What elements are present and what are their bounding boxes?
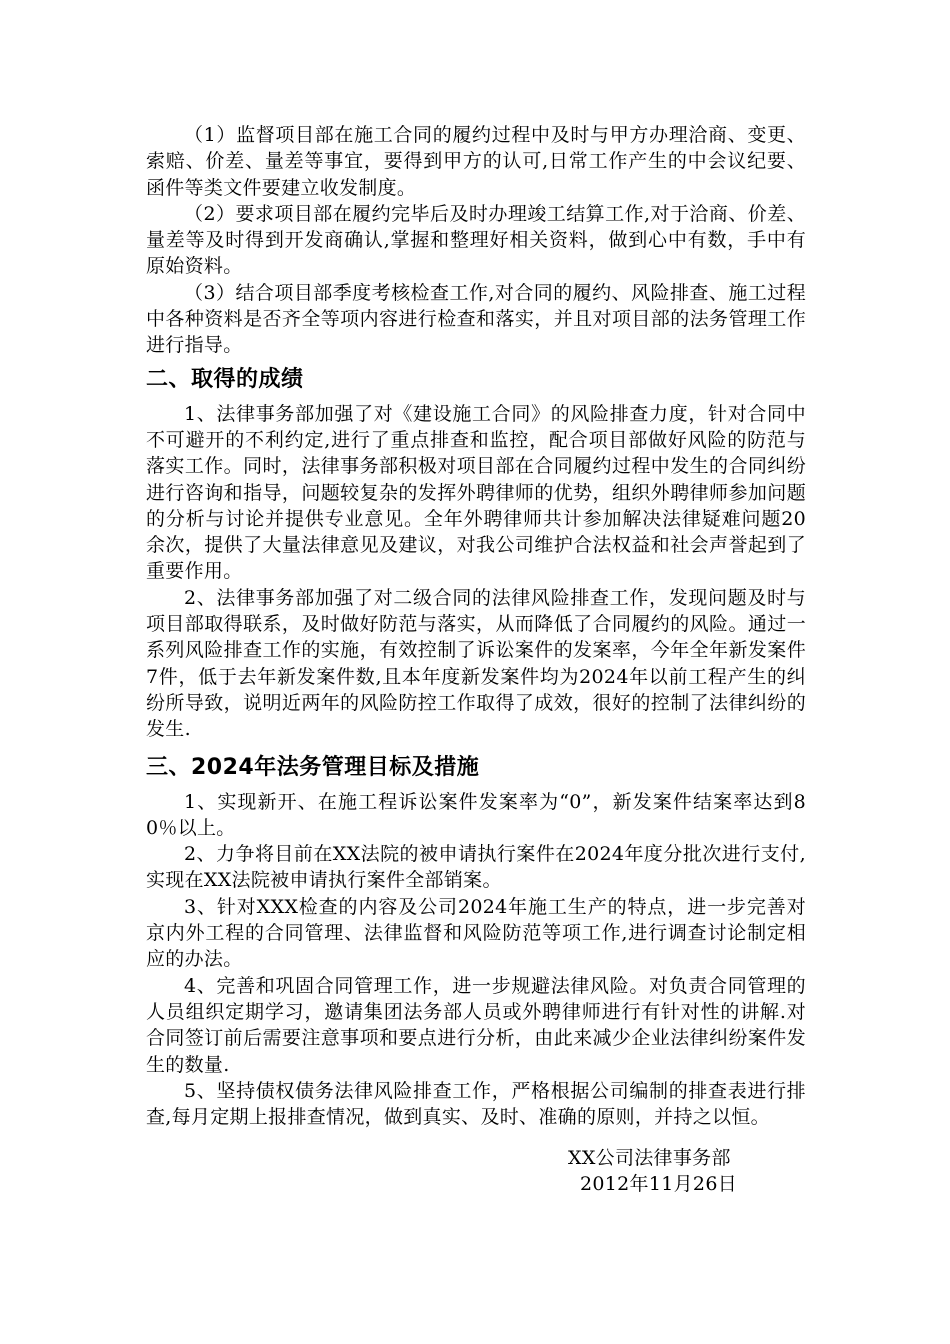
intro-item-2: （2）要求项目部在履约完毕后及时办理竣工结算工作,对于洽商、价差、量差等及时得到开发商确认,掌握和整理好相关资料，做到心中有数，手中有原始资料。: [146, 202, 806, 278]
goal-paragraph-4: 4、完善和巩固合同管理工作，进一步规避法律风险。对负责合同管理的人员组织定期学习，邀请集团法务部人员或外聘律师进行有针对性的讲解.对合同签订前后需要注意事项和要点进行分析，由此来减少企业法律纠纷案件发生的数量.: [146, 974, 806, 1076]
goal-paragraph-3: 3、针对XXX检查的内容及公司2024年施工生产的特点，进一步完善对京内外工程的合同管理、法律监督和风险防范等项工作,进行调查讨论制定相应的办法。: [146, 895, 806, 971]
intro-item-1: （1）监督项目部在施工合同的履约过程中及时与甲方办理洽商、变更、索赔、价差、量差等事宜，要得到甲方的认可,日常工作产生的中会议纪要、函件等类文件要建立收发制度。: [146, 124, 806, 199]
goal-paragraph-1: 1、实现新开、在施工程诉讼案件发案率为“0”，新发案件结案率达到80％以上。: [146, 790, 806, 839]
document-body: [146, 122, 806, 1130]
signature-date: 2012年11月26日: [580, 1173, 738, 1195]
achievement-paragraph-2: 2、法律事务部加强了对二级合同的法律风险排查工作，发现问题及时与项目部取得联系，及时做好防范与落实，从而降低了合同履约的风险。通过一系列风险排查工作的实施，有效控制了诉讼案件的发案率，今年全年新发案件7件，低于去年新发案件数,且本年度新发案件均为2024年以前工程产生的纠纷所导致，说明近两年的风险防控工作取得了成效，很好的控制了法律纠纷的发生.: [146, 586, 806, 741]
signature-department: XX公司法律事务部: [568, 1147, 731, 1169]
section-heading-achievements: 二、取得的成绩: [146, 366, 304, 392]
intro-item-3: （3）结合项目部季度考核检查工作,对合同的履约、风险排查、施工过程中各种资料是否齐全等项内容进行检查和落实，并且对项目部的法务管理工作进行指导。: [146, 281, 806, 357]
section-heading-goals: 三、2024年法务管理目标及措施: [146, 754, 480, 780]
signature-block: [568, 1145, 737, 1197]
goal-paragraph-2: 2、力争将目前在XX法院的被申请执行案件在2024年度分批次进行支付,实现在XX法院被申请执行案件全部销案。: [146, 843, 806, 892]
goal-paragraph-5: 5、坚持债权债务法律风险排查工作，严格根据公司编制的排查表进行排查,每月定期上报排查情况，做到真实、及时、准确的原则，并持之以恒。: [146, 1079, 806, 1129]
achievement-paragraph-1: 1、法律事务部加强了对《建设施工合同》的风险排查力度，针对合同中不可避开的不利约定,进行了重点排查和监控，配合项目部做好风险的防范与落实工作。同时，法律事务部积极对项目部在合同履约过程中发生的合同纠纷进行咨询和指导，问题较复杂的发挥外聘律师的优势，组织外聘律师参加问题的分析与讨论并提供专业意见。全年外聘律师共计参加解决法律疑难问题20余次，提供了大量法律意见及建议，对我公司维护合法权益和社会声誉起到了重要作用。: [146, 402, 806, 583]
